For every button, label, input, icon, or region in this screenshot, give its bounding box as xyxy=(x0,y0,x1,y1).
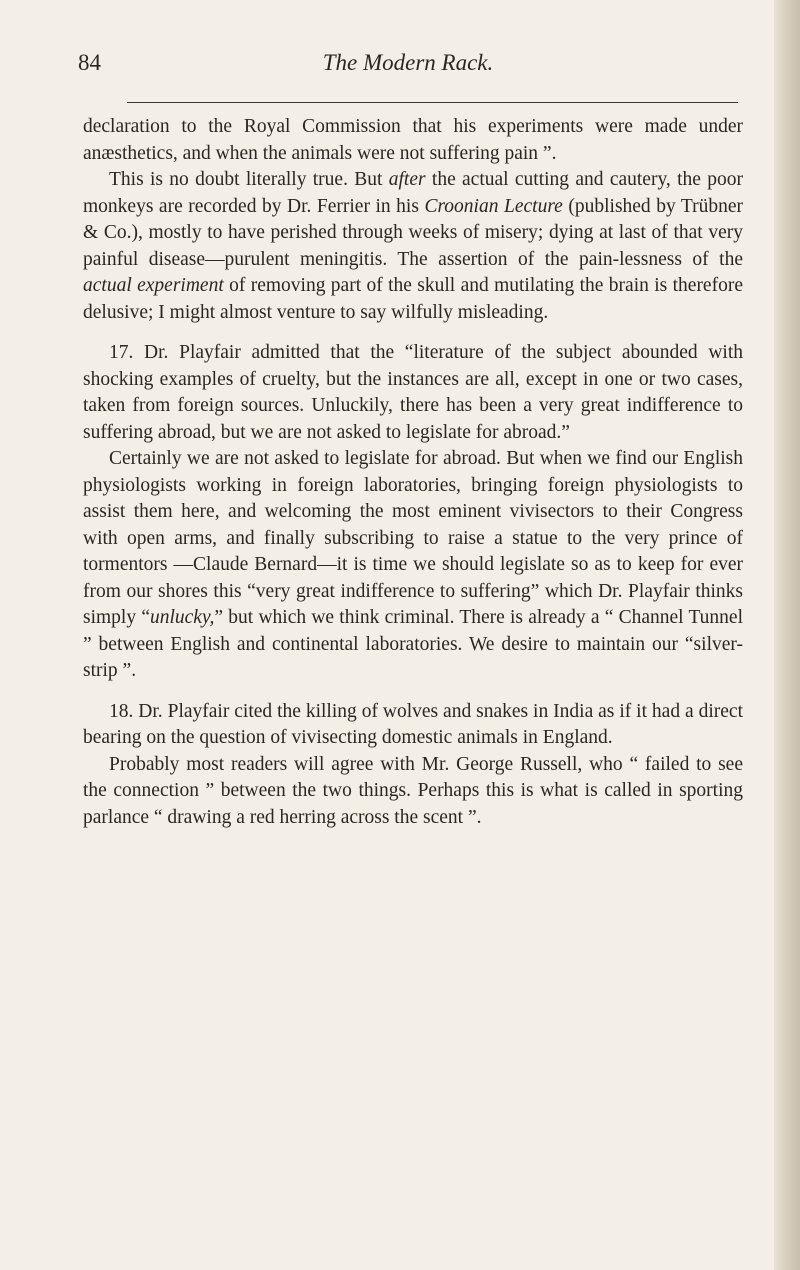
paragraph-6: Probably most readers will agree with Mr. George Russell, who “ failed to see the connection ” between the two things. Perhaps this is what is called in sporting parlance “ drawing a red herring across the scent ”. xyxy=(83,753,743,828)
paragraph-2-text-1: This is no doubt literally true. But xyxy=(109,169,389,190)
paragraph-17: 17. Dr. Playfair admitted that the “literature of the subject abounded with shocking examples of cruelty, but the instances are all, except in one or two cases, taken from foreign sources. Unluckily, there has been a very great indifference to suffering abroad, but we are not asked to legislate for abroad.” xyxy=(83,342,743,443)
page-header xyxy=(78,50,738,90)
body-text xyxy=(83,114,743,831)
paragraph-4-emphasis-unlucky: unlucky, xyxy=(149,607,215,628)
paragraph-4-text-1: Certainly we are not asked to legislate for abroad. But when we find our English physiologists working in foreign laboratories, bringing foreign physiologists to assist them here, and welcoming the most eminent vivisectors to their Congress with open arms, and finally subscribing to raise a statue to the very prince of tormentors —Claude Bernard—it is time we should legislate so as to keep for ever from our shores this “very great indifference to suffering” which Dr. Playfair thinks simply “ xyxy=(83,448,743,628)
page-number: 84 xyxy=(78,50,101,75)
paragraph-4-text-2: ” but which we think criminal. There is already a “ Channel Tunnel ” between English and continental laboratories. We desire to maintain our “silver-strip ”. xyxy=(83,607,744,681)
paragraph-2-text-4: of removing part of the skull and mutilating the brain is therefore delusive; I might almost venture to say wilfully misleading. xyxy=(83,275,743,323)
paragraph-1: declaration to the Royal Commission that his experiments were made under anæsthetics, and when the animals were not suffering pain ”. xyxy=(83,116,743,164)
paragraph-2-emphasis-croonian: Croonian Lecture xyxy=(424,195,563,217)
paragraph-2-emphasis-after: after xyxy=(388,169,426,190)
paragraph-2 xyxy=(83,167,743,326)
paragraph-4 xyxy=(83,446,743,685)
running-title: The Modern Rack. xyxy=(322,50,494,75)
paragraph-2-text-3: (published by Trübner & Co.), mostly to have perished through weeks of misery; dying at last of that very painful disease—purulent meningitis. The assertion of the pain-lessness of the xyxy=(83,195,743,270)
paragraph-18: 18. Dr. Playfair cited the killing of wolves and snakes in India as if it had a direct bearing on the question of vivisecting domestic animals in England. xyxy=(83,700,743,748)
paragraph-2-text-2: the actual cutting and cautery, the poor monkeys are recorded by Dr. Ferrier in his xyxy=(83,169,743,217)
page-edge-shadow xyxy=(774,0,800,1270)
header-rule xyxy=(127,102,738,103)
paragraph-2-emphasis-actual: actual experiment xyxy=(83,275,224,296)
